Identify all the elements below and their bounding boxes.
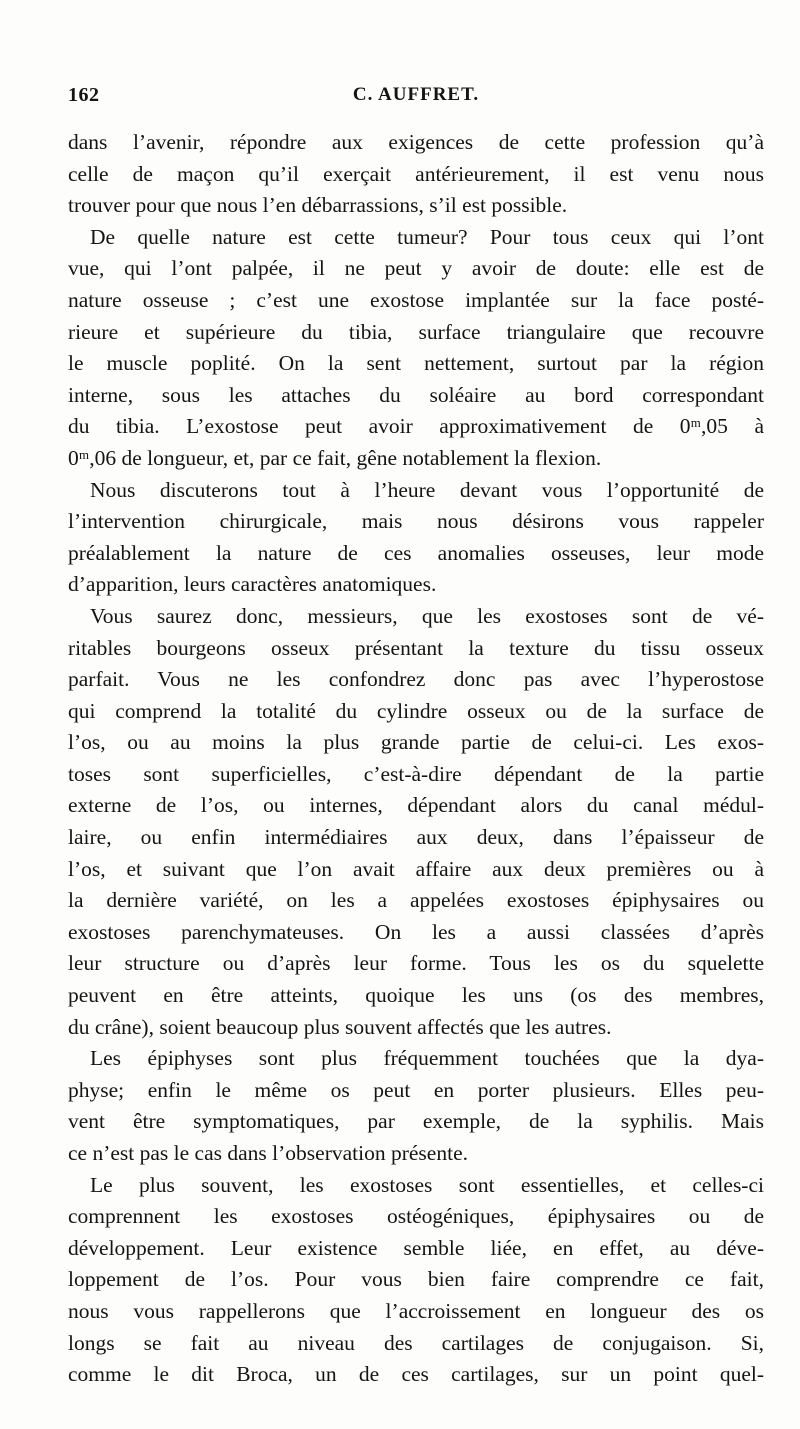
text-line: laire, ou enfin intermédiaires aux deux, dans l’épaisseur de: [68, 825, 764, 850]
text-line: rieure et supérieure du tibia, surface triangulaire que recouvre: [68, 319, 764, 344]
text-line: la dernière variété, on les a appelées exostoses épiphysaires ou: [68, 888, 764, 913]
text-line: loppement de l’os. Pour vous bien faire comprendre ce fait,: [68, 1267, 764, 1292]
text-line: toses sont superficielles, c’est-à-dire dépendant de la partie: [68, 761, 764, 786]
page-header: [68, 84, 764, 114]
paragraph-start-line: Nous discuterons tout à l’heure devant vous l’opportunité de: [90, 477, 764, 502]
text-line: vent être symptomatiques, par exemple, de la syphilis. Mais: [68, 1109, 764, 1134]
text-line: externe de l’os, ou internes, dépendant alors du canal médul-: [68, 793, 764, 818]
text-line: du tibia. L’exostose peut avoir approximativement de 0ᵐ,05 à: [68, 414, 764, 439]
text-line: d’apparition, leurs caractères anatomiques.: [68, 572, 437, 597]
text-line: peuvent en être atteints, quoique les uns (os des membres,: [68, 983, 764, 1008]
text-line: nature osseuse ; c’est une exostose implantée sur la face posté-: [68, 287, 764, 312]
text-line: ritables bourgeons osseux présentant la texture du tissu osseux: [68, 635, 764, 660]
text-line: physe; enfin le même os peut en porter plusieurs. Elles peu-: [68, 1077, 764, 1102]
text-line: l’os, ou au moins la plus grande partie de celui-ci. Les exos-: [68, 730, 764, 755]
text-line: exostoses parenchymateuses. On les a aussi classées d’après: [68, 919, 764, 944]
text-line: interne, sous les attaches du soléaire au bord correspondant: [68, 382, 764, 407]
text-line: leur structure ou d’après leur forme. Tous les os du squelette: [68, 951, 764, 976]
text-line: dans l’avenir, répondre aux exigences de cette profession qu’à: [68, 130, 764, 154]
text-line: longs se fait au niveau des cartilages de conjugaison. Si,: [68, 1330, 764, 1355]
text-line: nous vous rappellerons que l’accroissement en longueur des os: [68, 1298, 764, 1323]
text-line: parfait. Vous ne les confondrez donc pas avec l’hyperostose: [68, 667, 764, 692]
running-head: C. AUFFRET.: [352, 84, 480, 105]
text-line: qui comprend la totalité du cylindre osseux ou de la surface de: [68, 698, 764, 723]
text-line: trouver pour que nous l’en débarrassions, s’il est possible.: [68, 193, 568, 218]
text-line: comprennent les exostoses ostéogéniques, épiphysaires ou de: [68, 1204, 764, 1229]
text-line: l’intervention chirurgicale, mais nous désirons vous rappeler: [68, 509, 764, 534]
text-line: développement. Leur existence semble liée, en effet, au déve-: [68, 1235, 764, 1260]
text-line: ce n’est pas le cas dans l’observation présente.: [68, 1141, 468, 1165]
paragraph-start-line: De quelle nature est cette tumeur? Pour tous ceux qui l’ont: [90, 224, 764, 249]
text-line: vue, qui l’ont palpée, il ne peut y avoir de doute: elle est de: [68, 256, 764, 281]
page-number: 162: [68, 84, 100, 106]
text-line: du crâne), soient beaucoup plus souvent affectés que les autres.: [68, 1014, 612, 1039]
text-line: celle de maçon qu’il exerçait antérieurement, il est venu nous: [68, 161, 764, 186]
paragraph-start-line: Vous saurez donc, messieurs, que les exostoses sont de vé-: [90, 603, 764, 628]
paragraph-start-line: Les épiphyses sont plus fréquemment touchées que la dya-: [90, 1046, 764, 1071]
text-line: préalablement la nature de ces anomalies osseuses, leur mode: [68, 540, 764, 565]
text-line: 0ᵐ,06 de longueur, et, par ce fait, gêne notablement la flexion.: [68, 445, 602, 470]
text-line: le muscle poplité. On la sent nettement, surtout par la région: [68, 351, 764, 376]
body-text: [68, 127, 764, 1391]
text-line: l’os, et suivant que l’on avait affaire aux deux premières ou à: [68, 856, 764, 881]
paragraph-start-line: Le plus souvent, les exostoses sont essentielles, et celles-ci: [90, 1172, 764, 1197]
text-line: comme le dit Broca, un de ces cartilages, sur un point quel-: [68, 1362, 764, 1387]
